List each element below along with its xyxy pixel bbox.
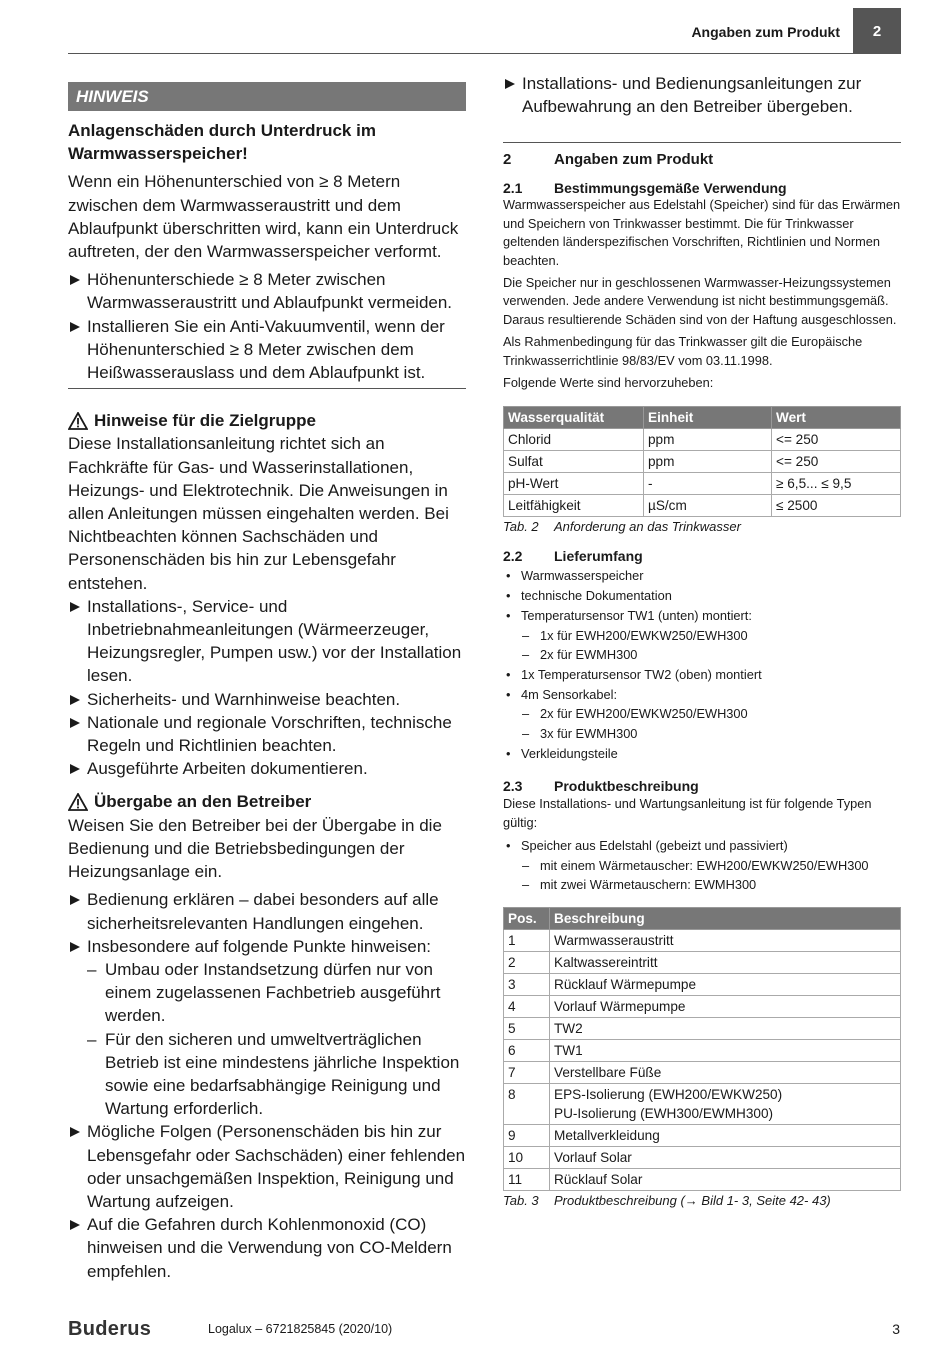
section-2-1-paragraph: Als Rahmenbedingung für das Trinkwasser gilt die Europäische Trinkwasserrichtlinie 98/83/EV vom 03.11.1998. bbox=[503, 334, 863, 368]
section-2-1-paragraph: Folgende Werte sind hervorzuheben: bbox=[503, 375, 714, 391]
notice-text: Wenn ein Höhenunterschied von ≥ 8 Metern zwischen dem Warmwasseraustritt und dem Ablaufpunkt überschritten wird, kann ein Unterdruck auftreten, der den Warmwasserspeicher verformt. bbox=[68, 172, 459, 262]
list-subitem: – mit einem Wärmetauscher: EWH200/EWKW250/EWH300 bbox=[503, 856, 901, 875]
table-header: Einheit bbox=[644, 407, 772, 429]
table-row: 8 EPS-Isolierung (EWH200/EWKW250) PU-Isolierung (EWH300/EWMH300) bbox=[504, 1083, 901, 1124]
header-title: Angaben zum Produkt bbox=[691, 24, 840, 40]
footer-document-id: Logalux – 6721825845 (2020/10) bbox=[208, 1322, 393, 1336]
table-2-caption: Tab. 2 Anforderung an das Trinkwasser bbox=[503, 519, 741, 535]
handover-text: Weisen Sie den Betreiber bei der Übergabe in die Bedienung und die Betriebsbedingungen der Heizungsanlage ein. bbox=[68, 815, 442, 882]
handover-item: Bedienung erklären – dabei besonders auf alle sicherheitsrelevanten Handlungen eingehen. bbox=[68, 888, 466, 934]
table-row: pH-Wert - ≥ 6,5... ≤ 9,5 bbox=[504, 473, 901, 495]
section-2-1-paragraph: Die Speicher nur in geschlossenen Warmwasser-Heizungssystemen verwenden. Jede andere Verwendung ist nicht bestimmungsgemäß. Daraus resultierende Schäden sind von der Haftung ausgeschlossen. bbox=[503, 275, 897, 327]
section-2-2-heading: 2.2 Lieferumfang bbox=[503, 548, 643, 565]
intro-item: Installations- und Bedienungsanleitungen zur Aufbewahrung an den Betreiber übergeben. bbox=[503, 72, 901, 118]
notice-item: Installieren Sie ein Anti-Vakuumventil, wenn der Höhenunterschied ≥ 8 Meter zwischen dem Heißwasserauslass und dem Ablaufpunkt ist. bbox=[68, 315, 466, 385]
warning-triangle-icon bbox=[68, 793, 88, 811]
list-item: • Verkleidungsteile bbox=[503, 744, 901, 764]
table-row: 3 Rücklauf Wärmepumpe bbox=[504, 973, 901, 995]
table-row: 2 Kaltwassereintritt bbox=[504, 951, 901, 973]
section-2-heading: 2 Angaben zum Produkt bbox=[503, 151, 714, 169]
table-row: 6 TW1 bbox=[504, 1039, 901, 1061]
table-row: Sulfat ppm <= 250 bbox=[504, 451, 901, 473]
table-row: 9 Metallverkleidung bbox=[504, 1124, 901, 1146]
section-rule bbox=[503, 142, 901, 143]
target-item: Installations-, Service- und Inbetriebnahmeanleitungen (Wärmeerzeuger, Heizungsregler, Pumpen usw.) vor der Installation lesen. bbox=[68, 595, 466, 688]
handover-heading: Übergabe an den Betreiber bbox=[94, 792, 312, 812]
chapter-number-badge: 2 bbox=[853, 8, 901, 54]
list-item: • 4m Sensorkabel: bbox=[503, 685, 901, 705]
table-header: Pos. bbox=[504, 907, 550, 929]
table-row: 11 Rücklauf Solar bbox=[504, 1168, 901, 1190]
right-column bbox=[503, 72, 901, 1208]
list-item: • technische Dokumentation bbox=[503, 586, 901, 606]
section-2-3-heading: 2.3 Produktbeschreibung bbox=[503, 777, 699, 794]
target-heading-row bbox=[68, 409, 466, 432]
handover-item: Insbesondere auf folgende Punkte hinweisen: bbox=[68, 935, 466, 958]
table-row: Leitfähigkeit µS/cm ≤ 2500 bbox=[504, 495, 901, 517]
header-rule bbox=[68, 53, 853, 54]
list-item: • Warmwasserspeicher bbox=[503, 566, 901, 586]
list-item: • Temperatursensor TW1 (unten) montiert: bbox=[503, 606, 901, 626]
list-subitem: – 3x für EWMH300 bbox=[503, 724, 901, 744]
target-text: Diese Installationsanleitung richtet sich an Fachkräfte für Gas- und Wasserinstallationen, Heizungs- und Elektrotechnik. Die Anweisungen in allen Anleitungen müssen eingehalten werden. Bei Nichtbeachten können Sachschäden und Personenschäden bis hin zur Lebensgefahr entstehen. bbox=[68, 434, 449, 593]
handover-heading-row bbox=[68, 790, 466, 813]
table-row: 10 Vorlauf Solar bbox=[504, 1146, 901, 1168]
list-subitem: – 2x für EWMH300 bbox=[503, 645, 901, 665]
table-row: 1 Warmwasseraustritt bbox=[504, 929, 901, 951]
notice-rule bbox=[68, 388, 466, 389]
section-2-1-paragraph: Warmwasserspeicher aus Edelstahl (Speicher) sind für das Erwärmen und Speichern von Trinkwasser bestimmt. Die für Trinkwasser geltenden länderspezifischen Vorschriften, Richtlinien und Normen beachten. bbox=[503, 197, 901, 268]
notice-label: HINWEIS bbox=[68, 82, 466, 111]
handover-item: Mögliche Folgen (Personenschäden bis hin zur Lebensgefahr oder Sachschäden) einer fehlenden oder unsachgemäßen Inspektion, Reinigung und Wartung aufzeigen. bbox=[68, 1120, 466, 1213]
buderus-logo: Buderus bbox=[68, 1318, 152, 1340]
warning-triangle-icon bbox=[68, 412, 88, 430]
table-header: Beschreibung bbox=[550, 907, 901, 929]
table-row: 7 Verstellbare Füße bbox=[504, 1061, 901, 1083]
handover-dash-item: – Für den sicheren und umweltverträglichen Betrieb ist eine mindestens jährliche Inspektion sowie eine bedarfsabhängige Reinigung und Wartung erforderlich. bbox=[68, 1028, 466, 1121]
table-cell-line: EPS-Isolierung (EWH200/EWKW250) bbox=[554, 1086, 783, 1102]
target-item: Sicherheits- und Warnhinweise beachten. bbox=[68, 688, 466, 711]
list-item: • Speicher aus Edelstahl (gebeizt und passiviert) bbox=[503, 836, 901, 855]
list-item: • 1x Temperatursensor TW2 (oben) montiert bbox=[503, 665, 901, 685]
water-quality-table bbox=[503, 406, 901, 517]
section-2-3-text: Diese Installations- und Wartungsanleitung ist für folgende Typen gültig: bbox=[503, 795, 872, 830]
list-subitem: – 2x für EWH200/EWKW250/EWH300 bbox=[503, 704, 901, 724]
list-subitem: – mit zwei Wärmetauschern: EWMH300 bbox=[503, 875, 901, 894]
table-header: Wasserqualität bbox=[504, 407, 644, 429]
left-column bbox=[68, 82, 466, 1283]
handover-item: Auf die Gefahren durch Kohlenmonoxid (CO) hinweisen und die Verwendung von CO-Meldern empfehlen. bbox=[68, 1213, 466, 1283]
target-item: Ausgeführte Arbeiten dokumentieren. bbox=[68, 757, 466, 780]
page-number: 3 bbox=[892, 1321, 900, 1337]
notice-item: Höhenunterschiede ≥ 8 Meter zwischen Warmwasseraustritt und Ablaufpunkt vermeiden. bbox=[68, 268, 466, 314]
target-heading: Hinweise für die Zielgruppe bbox=[94, 411, 316, 431]
table-cell-line: PU-Isolierung (EWH300/EWMH300) bbox=[554, 1105, 774, 1121]
table-3-caption: Tab. 3 Produktbeschreibung (→ Bild 1- 3, Seite 42- 43) bbox=[503, 1192, 831, 1208]
table-row: 5 TW2 bbox=[504, 1017, 901, 1039]
target-item: Nationale und regionale Vorschriften, technische Regeln und Richtlinien beachten. bbox=[68, 711, 466, 757]
list-subitem: – 1x für EWH200/EWKW250/EWH300 bbox=[503, 626, 901, 646]
section-2-1-heading: 2.1 Bestimmungsgemäße Verwendung bbox=[503, 180, 787, 197]
table-header: Wert bbox=[772, 407, 901, 429]
table-row: 4 Vorlauf Wärmepumpe bbox=[504, 995, 901, 1017]
handover-dash-item: – Umbau oder Instandsetzung dürfen nur von einem zugelassenen Fachbetrieb ausgeführt werden. bbox=[68, 958, 466, 1028]
delivery-list bbox=[503, 566, 901, 763]
product-description-table bbox=[503, 907, 901, 1191]
notice-heading: Anlagenschäden durch Unterdruck im Warmwasserspeicher! bbox=[68, 121, 376, 164]
table-row: Chlorid ppm <= 250 bbox=[504, 429, 901, 451]
